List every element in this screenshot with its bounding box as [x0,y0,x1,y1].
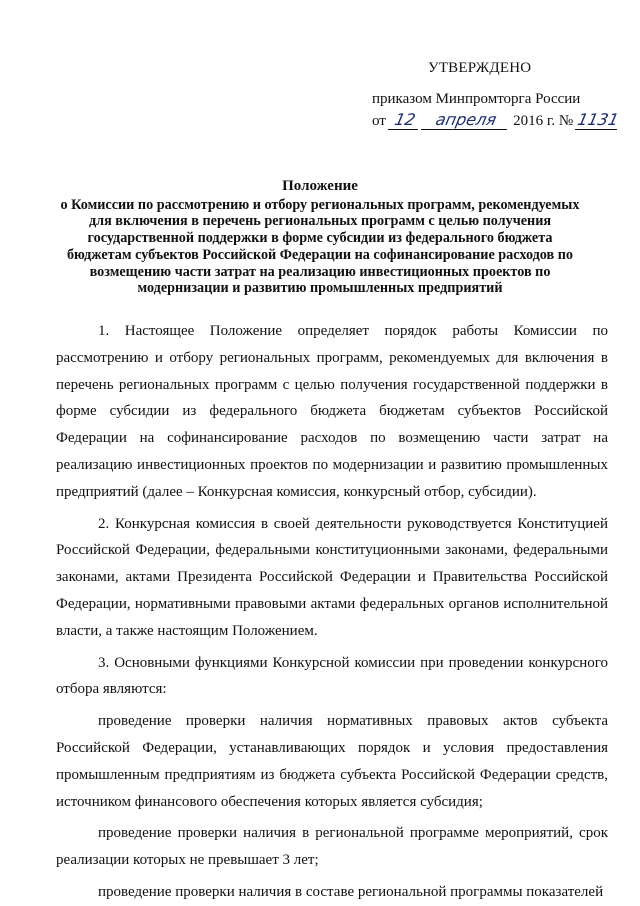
paragraph: 1. Настоящее Положение определяет порядок работы Комиссии по рассмотрению и отбору региональных программ, рекомендуемых для включения в перечень региональных программ с целью получения государственной поддержки в форме субсидии из федерального бюджета бюджетам субъектов Российской Федерации на софинансирование расходов по возмещению части затрат на реализацию инвестиционных проектов по модернизации и развитию промышленных предприятий (далее – Конкурсная комиссия, конкурсный отбор, субсидии). [56,323,608,500]
document-title [60,178,580,297]
paragraph: проведение проверки наличия в региональной программе мероприятий, срок реализации которых не превышает 3 лет; [56,825,608,869]
approval-stamp-heading: УТВЕРЖДЕНО [428,60,532,76]
approval-date-line [372,110,619,130]
paragraph: проведение проверки наличия в составе региональной программы показателей [98,883,604,900]
title-subtitle: о Комиссии по рассмотрению и отбору региональных программ, рекомендуемых для включения в перечень региональных программ с целью получения государственной поддержки в форме субсидии из федерального бюджета бюджетам субъектов Российской Федерации на софинансирование расходов по возмещению части затрат на реализацию инвестиционных проектов по модернизации и развитию промышленных предприятий [60,196,580,297]
order-year: 2016 г. № [513,113,574,129]
handwritten-order-number: 1131 [575,110,621,129]
handwritten-date-day: 12 [387,110,421,130]
approval-order-line: приказом Минпромторга России [372,91,581,107]
handwritten-date-month: апреля [421,110,511,130]
title-main: Положение [282,178,358,194]
order-prefix: от [372,113,386,129]
document-body [56,318,608,906]
paragraph: проведение проверки наличия нормативных правовых актов субъекта Российской Федерации, устанавливающих порядок и условия предоставления промышленным предприятиям из бюджета субъекта Российской Федерации средств, источником финансового обеспечения которых является субсидия; [56,713,608,810]
paragraph: 2. Конкурсная комиссия в своей деятельности руководствуется Конституцией Российской Федерации, федеральными конституционными законами, федеральными законами, актами Президента Российской Федерации и Правительства Российской Федерации, нормативными правовыми актами федеральных органов исполнительной власти, а также настоящим Положением. [56,515,608,639]
paragraph: 3. Основными функциями Конкурсной комиссии при проведении конкурсного отбора являются: [56,654,608,698]
